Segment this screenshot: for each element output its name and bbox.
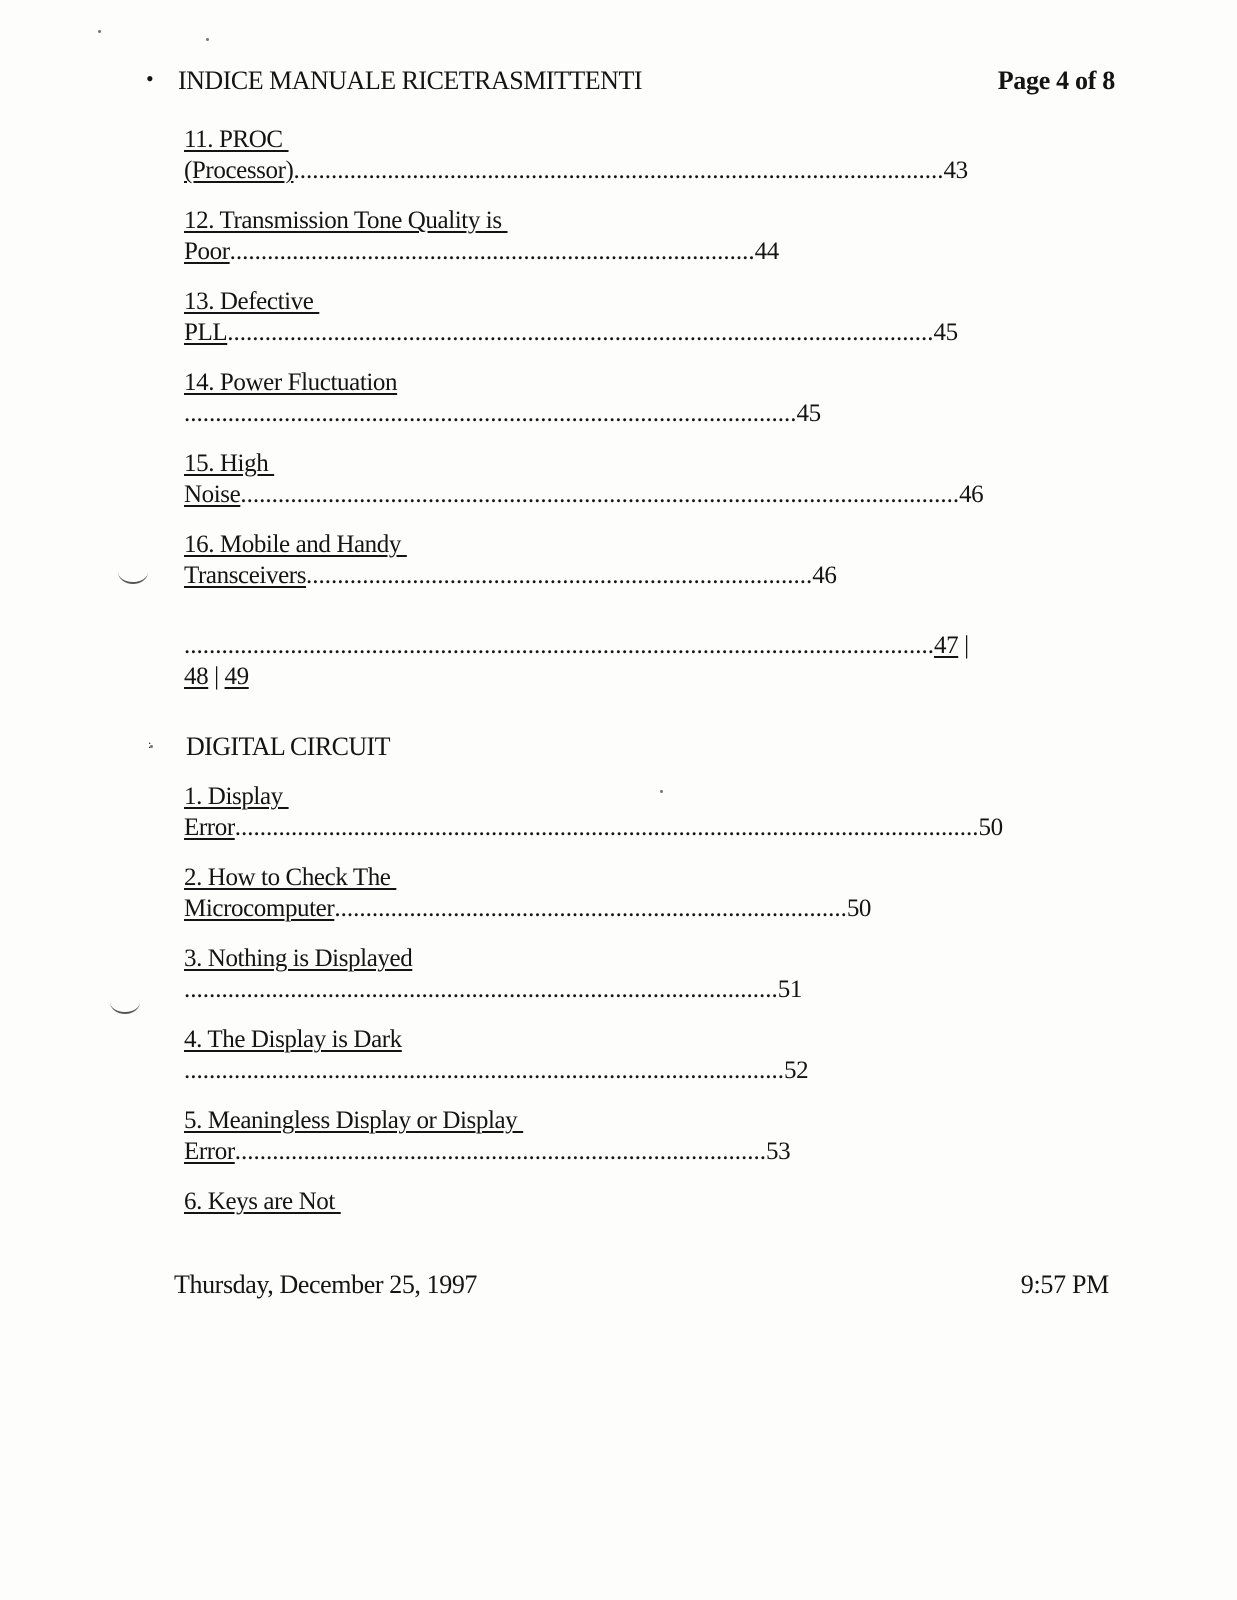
scan-speck	[206, 38, 209, 41]
leader-dots: ...............................................................................................	[184, 976, 778, 1003]
toc-entry[interactable]	[184, 781, 1054, 843]
toc-entry[interactable]	[184, 1105, 814, 1167]
toc-entry[interactable]	[184, 1024, 924, 1086]
margin-mark	[110, 990, 140, 1014]
section-heading: DIGITAL CIRCUIT	[186, 732, 390, 761]
toc-entry[interactable]	[184, 205, 824, 267]
toc-entry-lead[interactable]: Transceivers	[184, 562, 307, 589]
toc-entry-title[interactable]: 1. Display	[184, 783, 289, 810]
toc-entry-lead[interactable]: Poor	[184, 238, 230, 265]
toc-entry-page: 52	[784, 1057, 809, 1084]
toc-entry-lead[interactable]: Error	[184, 814, 235, 841]
leader-dots: ................................................................................................	[184, 1057, 784, 1084]
footer-date: Thursday, December 25, 1997	[174, 1270, 478, 1299]
toc-entry[interactable]	[184, 943, 914, 1005]
page-link-49[interactable]: 49	[224, 663, 249, 690]
toc-entry-title[interactable]: 16. Mobile and Handy	[184, 531, 407, 558]
page-indicator: Page 4 of 8	[997, 66, 1115, 95]
toc-entry[interactable]	[184, 862, 934, 924]
toc-entry[interactable]	[184, 448, 1064, 510]
toc-entry-page: 45	[796, 400, 821, 427]
toc-entry-page: 46	[959, 481, 984, 508]
leader-dots: ...................................................................................................................	[240, 481, 960, 508]
toc-entry-page: 50	[846, 895, 872, 922]
leader-dots: ..................................................................................	[334, 895, 847, 922]
toc-entry-page: 46	[812, 562, 837, 589]
toc-entry-page: 43	[943, 157, 968, 184]
toc-entry-lead[interactable]: (Processor)	[184, 157, 294, 184]
leader-dots: ........................................................................................................................	[184, 632, 934, 659]
toc-entry-page: 50	[978, 814, 1003, 841]
toc-entry[interactable]	[184, 367, 934, 429]
toc-entry-title[interactable]: 14. Power Fluctuation	[184, 369, 398, 396]
leader-dots: ..................................................................................................	[184, 400, 797, 427]
toc-entry-title[interactable]: 11. PROC	[184, 126, 289, 153]
toc-entry-title[interactable]: 2. How to Check The	[184, 864, 397, 891]
toc-entry-lead[interactable]: Microcomputer	[184, 895, 335, 922]
toc-entry[interactable]	[184, 1186, 784, 1217]
toc-entry-page: 51	[777, 976, 802, 1003]
toc-entry-lead[interactable]: Noise	[184, 481, 241, 508]
toc-entry-title[interactable]: 4. The Display is Dark	[184, 1026, 402, 1053]
document-title: INDICE MANUALE RICETRASMITTENTI	[178, 66, 643, 95]
toc-entry-title[interactable]: 15. High	[184, 450, 275, 477]
page-link-47[interactable]: 47	[934, 632, 959, 659]
toc-entry-lead[interactable]: PLL	[184, 319, 228, 346]
toc-entry-page: 44	[754, 238, 779, 265]
leader-dots: ........................................................................................................	[293, 157, 944, 184]
toc-entry-title[interactable]: 13. Defective	[184, 288, 320, 315]
toc-entry-title[interactable]: 5. Meaningless Display or Display	[184, 1107, 524, 1134]
extra-page-links	[184, 630, 1084, 692]
toc-entry-title[interactable]: 6. Keys are Not	[184, 1188, 341, 1215]
page-link-48[interactable]: 48	[184, 663, 209, 690]
section-bullet: :	[148, 737, 152, 751]
toc-entry[interactable]	[184, 286, 1024, 348]
toc-entry-title[interactable]: 12. Transmission Tone Quality is	[184, 207, 508, 234]
leader-dots: ....................................................................................	[229, 238, 755, 265]
footer-time: 9:57 PM	[1020, 1270, 1109, 1299]
toc-entry-page: 53	[766, 1138, 791, 1165]
leader-dots: .................................................................................................................	[227, 319, 934, 346]
leader-dots: .......................................................................................................................	[234, 814, 979, 841]
toc-entry[interactable]	[184, 529, 934, 591]
leader-dots: .................................................................................	[306, 562, 813, 589]
page-separator: |	[214, 663, 219, 690]
toc-entry-page: 45	[933, 319, 958, 346]
margin-mark	[118, 560, 148, 584]
header-bullet: •	[146, 66, 154, 91]
page-separator: |	[964, 632, 969, 659]
toc-entry-title[interactable]: 3. Nothing is Displayed	[184, 945, 413, 972]
toc-entry[interactable]	[184, 124, 1044, 186]
scan-speck	[98, 30, 101, 33]
leader-dots: .....................................................................................	[234, 1138, 766, 1165]
toc-entry-lead[interactable]: Error	[184, 1138, 235, 1165]
